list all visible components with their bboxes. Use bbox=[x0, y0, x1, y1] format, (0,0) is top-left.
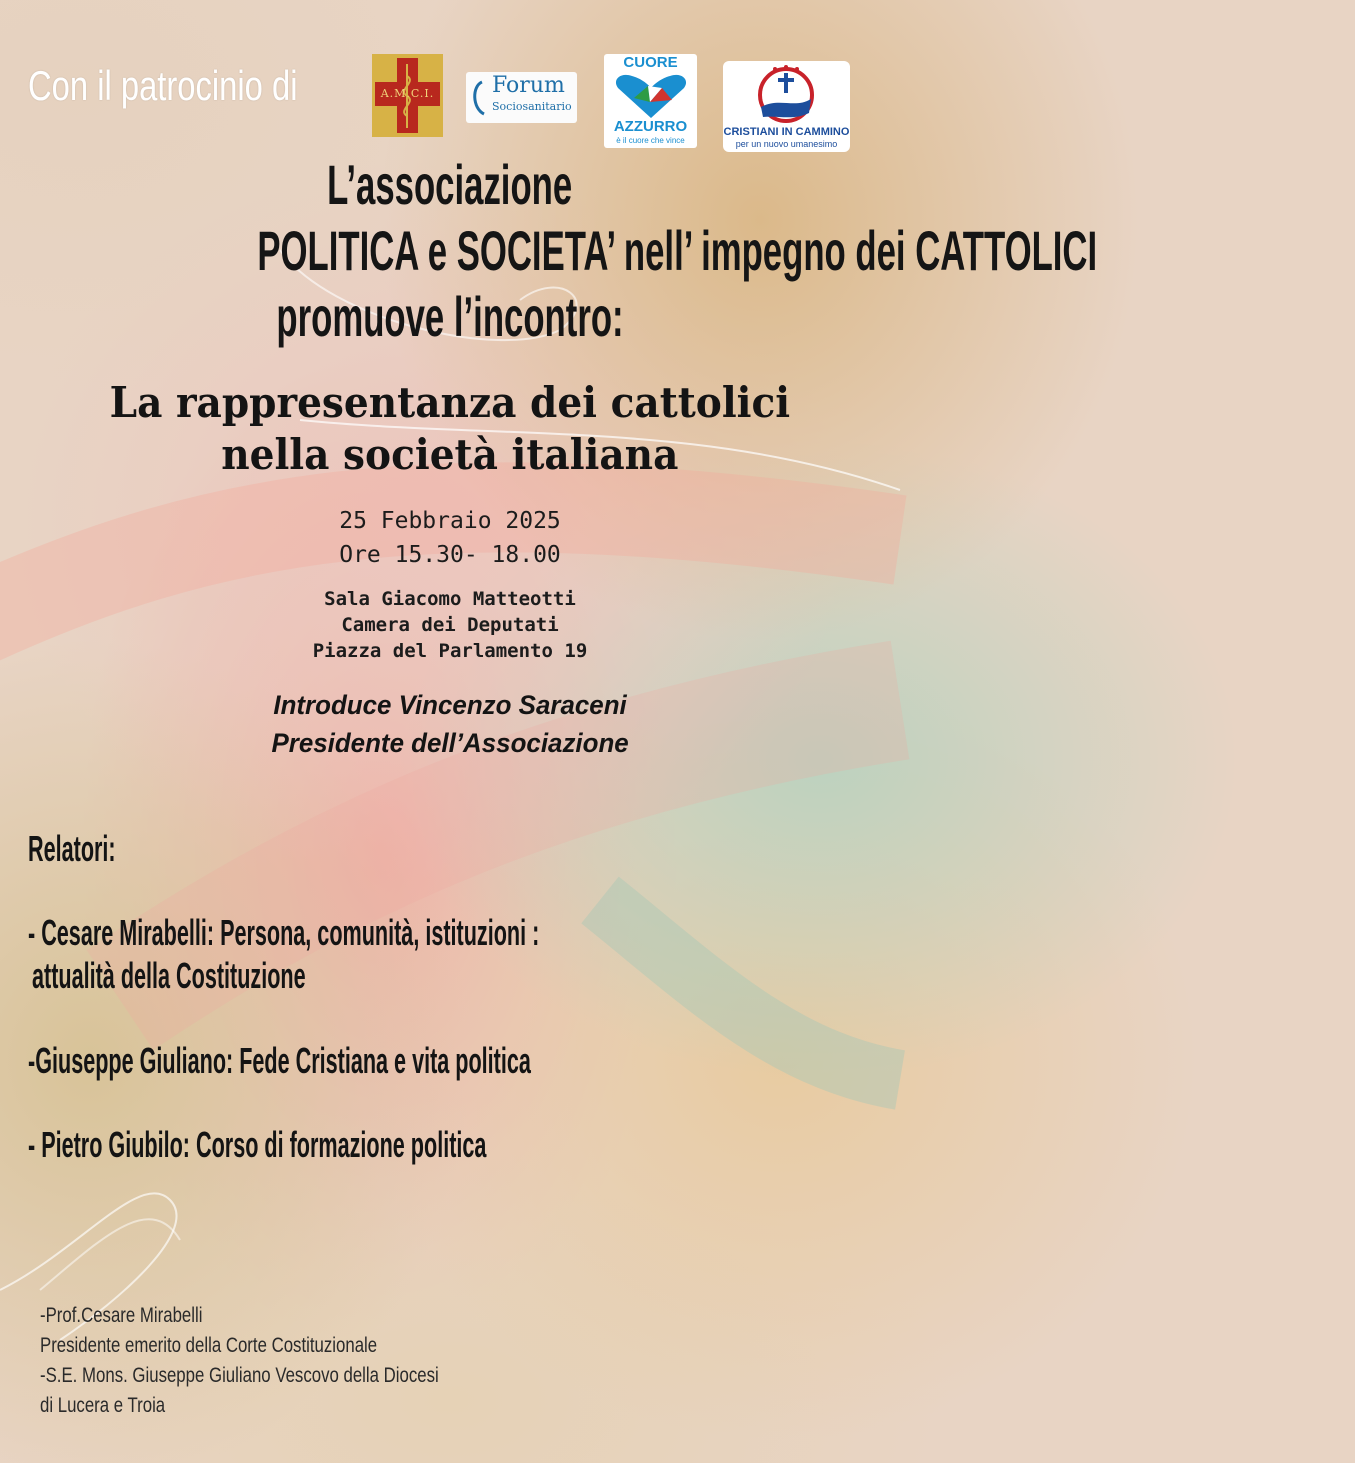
cristiani-logo-subtitle: per un nuovo umanesimo bbox=[735, 139, 838, 149]
venue-room: Sala Giacomo Matteotti bbox=[324, 588, 576, 610]
venue-building: Camera dei Deputati bbox=[341, 614, 559, 636]
cristiani-in-cammino-logo bbox=[723, 61, 850, 152]
cuore-logo-bottom: AZZURRO bbox=[613, 118, 688, 135]
speaker-item-1: - Cesare Mirabelli: Persona, comunità, istituzioni : bbox=[28, 912, 540, 953]
forum-sociosanitario-logo bbox=[466, 72, 577, 123]
amci-logo bbox=[372, 54, 443, 137]
footnote-line-3: -S.E. Mons. Giuseppe Giuliano Vescovo della Diocesi bbox=[40, 1364, 439, 1387]
heading-line-1: L’associazione bbox=[327, 153, 573, 216]
event-time: Ore 15.30- 18.00 bbox=[339, 542, 561, 568]
cuore-logo-top: CUORE bbox=[623, 54, 678, 71]
cuore-azzurro-logo bbox=[604, 54, 697, 148]
event-date: 25 Febbraio 2025 bbox=[339, 508, 561, 534]
event-title-line-1: La rappresentanza dei cattolici bbox=[109, 378, 791, 427]
heading-line-3: promuove l’incontro: bbox=[276, 285, 624, 348]
speaker-item-1-continued: attualità della Costituzione bbox=[32, 955, 306, 996]
forum-logo-title: Forum bbox=[492, 73, 565, 98]
cuore-logo-tagline: è il cuore che vince bbox=[616, 136, 685, 145]
introducer-role: Presidente dell’Associazione bbox=[271, 728, 629, 758]
forum-logo-subtitle: Sociosanitario bbox=[492, 100, 572, 113]
footnote-line-1: -Prof.Cesare Mirabelli bbox=[40, 1304, 203, 1327]
speaker-item-2: -Giuseppe Giuliano: Fede Cristiana e vita politica bbox=[28, 1040, 531, 1081]
speakers-title: Relatori: bbox=[28, 828, 116, 869]
introducer: Introduce Vincenzo Saraceni bbox=[273, 690, 627, 720]
venue-address: Piazza del Parlamento 19 bbox=[312, 640, 588, 662]
speaker-item-3: - Pietro Giubilo: Corso di formazione politica bbox=[28, 1124, 487, 1165]
heading-line-2: POLITICA e SOCIETA’ nell’ impegno dei CATTOLICI bbox=[257, 219, 1098, 282]
cristiani-logo-title: CRISTIANI IN CAMMINO bbox=[723, 126, 850, 138]
footnote-line-4: di Lucera e Troia bbox=[40, 1394, 166, 1417]
footnote-line-2: Presidente emerito della Corte Costituzionale bbox=[40, 1334, 378, 1357]
event-title-line-2: nella società italiana bbox=[221, 430, 679, 479]
amci-logo-text: A.M.C.I. bbox=[380, 87, 435, 100]
patronage-label: Con il patrocinio di bbox=[28, 62, 298, 109]
